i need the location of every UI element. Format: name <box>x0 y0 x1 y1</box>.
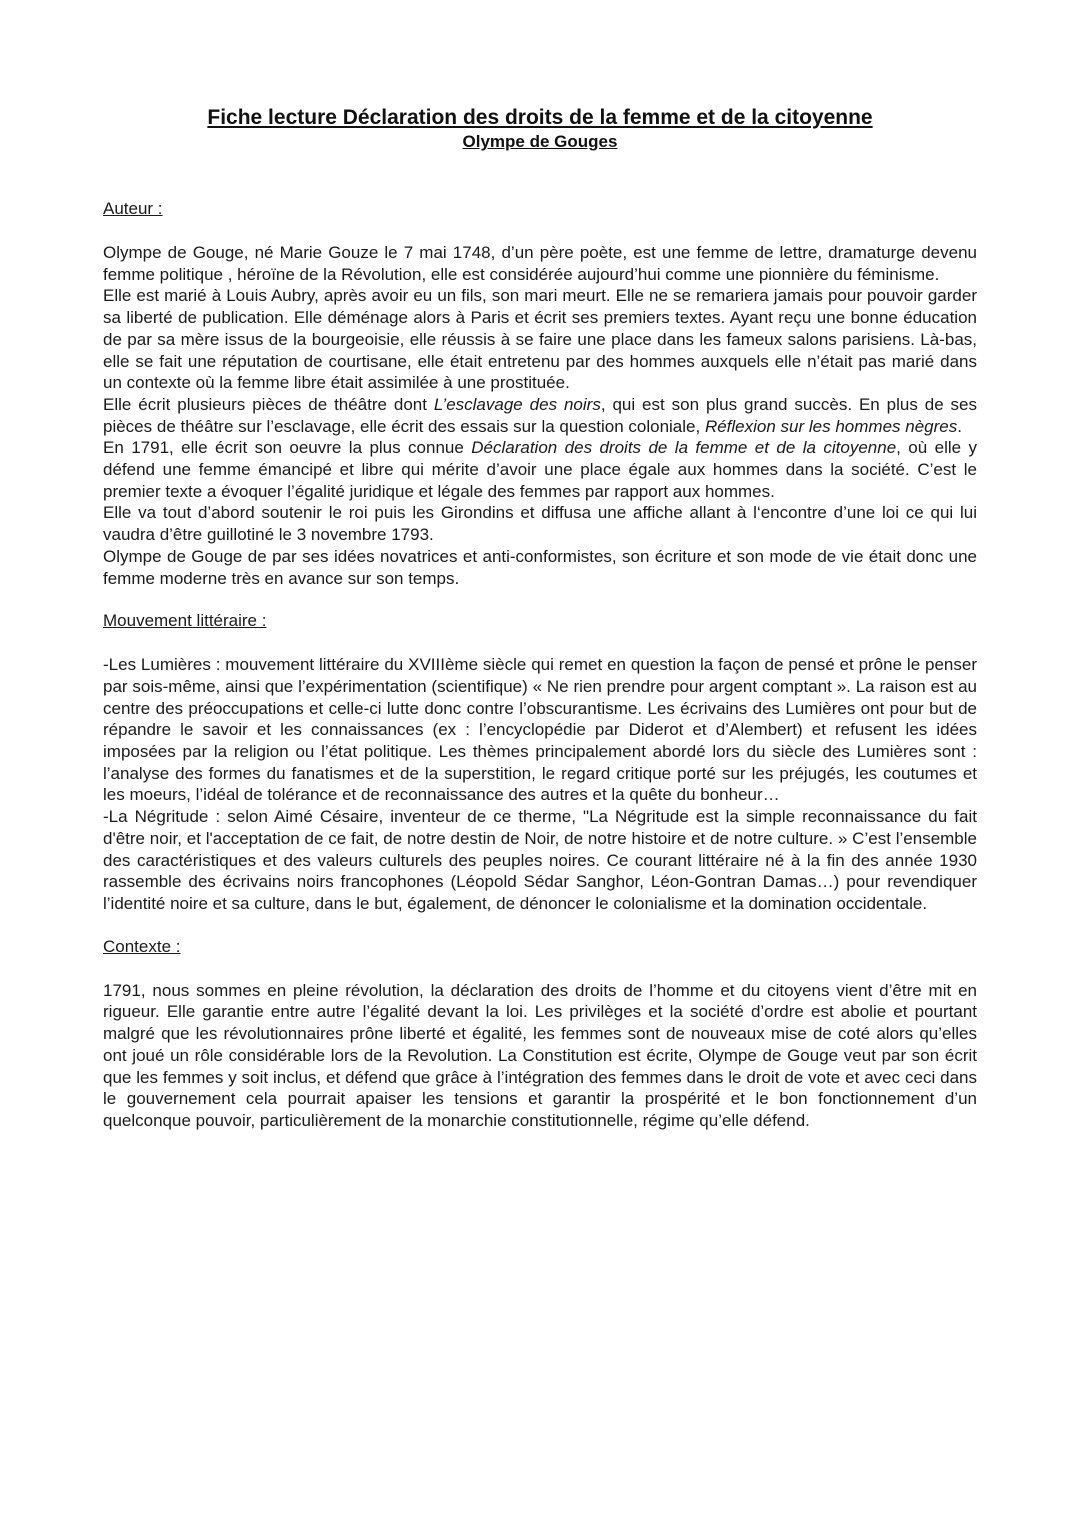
auteur-paragraph-4 <box>103 437 977 502</box>
auteur-paragraph-1: Olympe de Gouge, né Marie Gouze le 7 mai 1748, d’un père poète, est une femme de lettre, dramaturge devenu femme politique , héroïne de la Révolution, elle est considérée aujourd’hui comme une pionnière du féminisme. <box>103 243 977 284</box>
section-contexte <box>103 936 977 1132</box>
section-heading-mouvement: Mouvement littéraire : <box>103 611 267 631</box>
auteur-p3-text-e: . <box>957 416 962 436</box>
contexte-paragraph-1: 1791, nous sommes en pleine révolution, la déclaration des droits de l’homme et du citoyens vient d’être mit en rigueur. Elle garantie entre autre l’égalité devant la loi. Les privilèges et la société d’ordre est abolie et pourtant malgré que les révolutionnaires prône liberté et égalité, les femmes sont de nouveaux mise de coté alors qu’elles ont joué un rôle considérable lors de la Revolution. La Constitution est écrite, Olympe de Gouge veut par son écrit que les femmes y soit inclus, et défend que grâce à l’intégration des femmes dans le droit de vote et avec ceci dans le gouvernement cela pourrait apaiser les tensions et garantir la prospérité et le bon fonctionnement d’un quelconque pouvoir, particulièrement de la monarchie constitutionnelle, régime qu’elle défend. <box>103 980 977 1130</box>
auteur-p3-title-reflexion: Réflexion sur les hommes nègres <box>704 416 958 436</box>
document-subtitle: Olympe de Gouges <box>462 132 618 151</box>
auteur-paragraph-6: Olympe de Gouge de par ses idées novatrices et anti-conformistes, son écriture et son mode de vie était donc une femme moderne très en avance sur son temps. <box>103 546 977 588</box>
auteur-p3-title-esclavage: L’esclavage des noirs <box>433 394 601 414</box>
mouvement-paragraph-lumieres: -Les Lumières : mouvement littéraire du XVIIIème siècle qui remet en question la façon de pensé et prône le penser par sois-même, ainsi que l’expérimentation (scientifique) « Ne rien prendre pour argent comptant ». La raison est au centre des préoccupations et celle-ci lutte donc contre l’obscurantisme. Les écrivains des Lumières ont pour but de répandre le savoir et les connaissances (ex : l’encyclopédie par Diderot et d’Alembert) et refusent les idées imposées par la religion ou l’état politique. Les thèmes principalement abordé lors du siècle des Lumières sont : l’analyse des formes du fanatismes et de la superstition, le regard critique porté sur les préjugés, les coutumes et les moeurs, l’idéal de tolérance et de reconnaissance des autres et la quête du bonheur… <box>103 655 977 805</box>
auteur-paragraph-2: Elle est marié à Louis Aubry, après avoir eu un fils, son mari meurt. Elle ne se remariera jamais pour pouvoir garder sa liberté de publication. Elle déménage alors à Paris et écrit ses premiers textes. Ayant reçu une bonne éducation de par sa mère issus de la bourgeoisie, elle réussis à se faire une place dans les fameux salons parisiens. Là-bas, elle se fait une réputation de courtisane, elle était entretenu par des hommes auxquels elle n’était pas marié dans un contexte où la femme libre était assimilée à une prostituée. <box>103 286 977 393</box>
auteur-p3-text-c: , qui est son plus grand succès. En plus de ses pièces de théâtre sur l’esclavage, elle écrit des essais sur la question coloniale, <box>103 394 978 436</box>
auteur-p4-text-a: En 1791, elle écrit son oeuvre la plus connue <box>103 438 472 458</box>
auteur-paragraph-5: Elle va tout d’abord soutenir le roi puis les Girondins et diffusa une affiche allant à l‘encontre d’une loi ce qui lui vaudra d’être guillotiné le 3 novembre 1793. <box>103 503 977 545</box>
mouvement-paragraph-negritude: -La Négritude : selon Aimé Césaire, inventeur de ce therme, "La Négritude est la simple reconnaissance du fait d'être noir, et l'acceptation de ce fait, de notre destin de Noir, de notre histoire et de notre culture. » C’est l’ensemble des caractéristiques et des valeurs culturels des peuples noires. Ce courant littéraire né à la fin des année 1930 rassemble des écrivains noirs francophones (Léopold Sédar Sanghor, Léon-Gontran Damas…) pour revendiquer l’identité noire et sa culture, dans le but, également, de dénoncer le colonialisme et la domination occidentale. <box>103 807 977 913</box>
auteur-p4-title-declaration: Déclaration des droits de la femme et de la citoyenne <box>471 438 897 458</box>
section-auteur <box>103 198 977 589</box>
document-title: Fiche lecture Déclaration des droits de la femme et de la citoyenne <box>207 106 873 129</box>
document-page <box>103 104 977 1132</box>
section-heading-contexte: Contexte : <box>103 936 181 956</box>
auteur-paragraph-3 <box>103 394 977 437</box>
section-heading-auteur: Auteur : <box>103 199 163 218</box>
auteur-p4-text-c: , où elle y défend une femme émancipé et libre qui mérite d’avoir une place égale aux hommes dans la société. C’est le premier texte a évoquer l’égalité juridique et légale des femmes par rapport aux hommes. <box>103 438 977 501</box>
auteur-p3-text-a: Elle écrit plusieurs pièces de théâtre dont <box>103 394 434 414</box>
section-mouvement <box>103 610 977 914</box>
